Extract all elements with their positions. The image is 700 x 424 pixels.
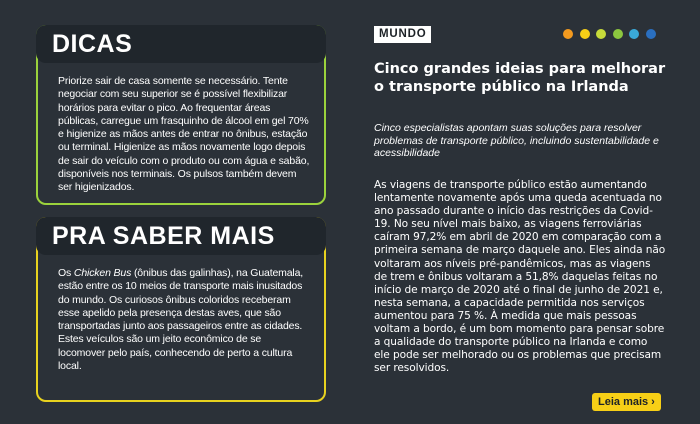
dot-1 — [563, 29, 573, 39]
read-more-button[interactable] — [592, 393, 661, 411]
dot-3 — [596, 29, 606, 39]
pra-saber-mais-italic: Chicken Bus — [73, 267, 132, 279]
dot-2 — [580, 29, 590, 39]
article-body: As viagens de transporte público estão aumentando lentamente novamente após uma queda acentuada no ano passado durante o início das restrições da Covid-19. No seu nível mais baixo, as viagens ferroviárias caíram 97,2% em abril de 2020 em comparação com a primeira semana de março daquele ano. Eles ainda não voltaram aos níveis pré-pandêmicos, mas as viagens de trem e ônibus voltaram a 51,8% daquelas feitas no início de março de 2020 até o final de junho de 2021 e, nesta semana, a capacidade permitida nos serviços aumentou para 75 %. À medida que mais pessoas voltam a bordo, é um bom momento para pensar sobre a qualidade do transporte público na Irlanda e como ele pode ser melhorado ou os problemas que precisam ser resolvidos. — [374, 179, 666, 375]
pra-saber-mais-title: PRA SABER MAIS — [36, 217, 326, 255]
dot-4 — [613, 29, 623, 39]
dot-6 — [646, 29, 656, 39]
pra-saber-mais-text — [58, 267, 310, 373]
dot-5 — [629, 29, 639, 39]
dicas-title: DICAS — [36, 25, 326, 63]
dicas-text: Priorize sair de casa somente se necessário. Tente negociar com seu superior se é possível flexibilizar horários para evitar o pico. Ao frequentar áreas públicas, carregue um frasquinho de álcool em gel 70% e higienize as mãos antes de entrar no ônibus, estação ou terminal. Higienize as mãos novamente logo depois de sair do veículo com o produto ou com água e sabão, disponíveis nos terminais. Os pulsos também devem ser higienizados. — [58, 75, 310, 194]
chevron-right-icon: › — [651, 396, 655, 408]
pra-saber-mais-intro: Os — [58, 267, 74, 279]
pra-saber-mais-body: (ônibus das galinhas), na Guatemala, estão entre os 10 meios de transporte mais inusitados do mundo. Os curiosos ônibus coloridos receberam esse apelido pela presença destas aves, que são transportadas junto aos passageiros entre as cidades. Estes veículos são um jeito econômico de se locomover pelo país, conhecendo de perto a cultura local. — [58, 267, 304, 373]
article-subhead: Cinco especialistas apontam suas soluções para resolver problemas de transporte público, incluindo sustentabilidade e acessibilidade — [374, 122, 659, 159]
color-dots — [563, 29, 656, 39]
pra-saber-mais-box — [36, 217, 326, 402]
article-headline: Cinco grandes ideias para melhorar o transporte público na Irlanda — [374, 61, 666, 95]
section-tag: MUNDO — [374, 26, 431, 43]
read-more-label: Leia mais — [598, 396, 649, 408]
dicas-box — [36, 25, 326, 205]
